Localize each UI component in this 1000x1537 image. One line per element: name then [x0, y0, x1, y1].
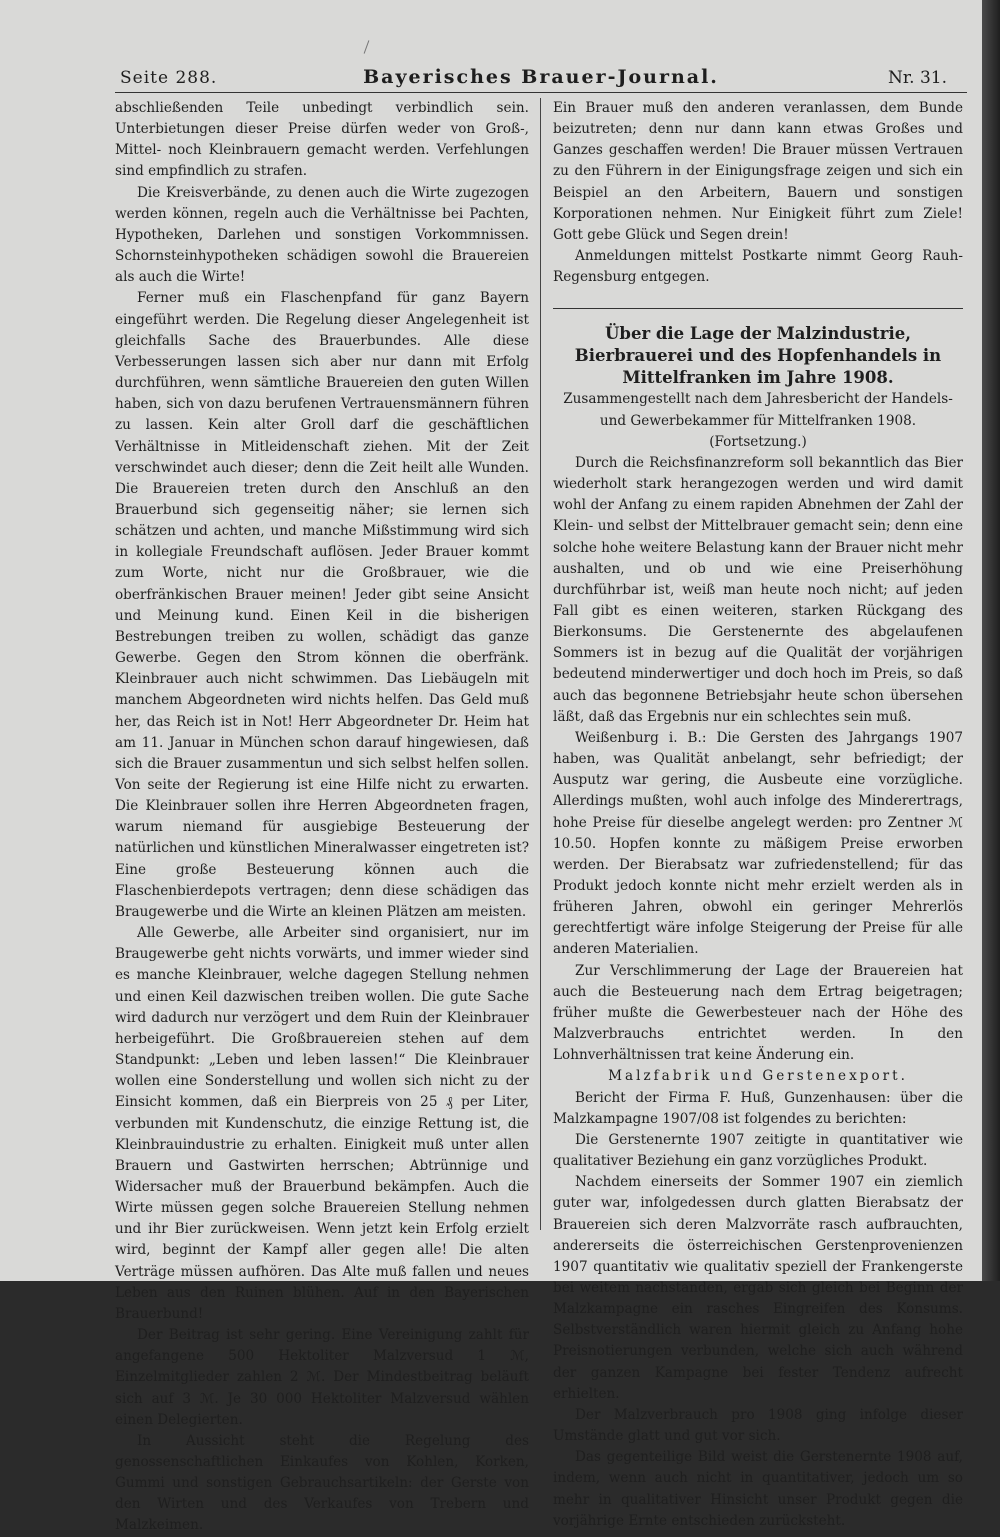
article-title: Über die Lage der Malzindustrie, Bierbrauerei und des Hopfenhandels in Mittelfranken im Jahre 1908. [574, 324, 942, 388]
column-divider [540, 98, 541, 1230]
paragraph: Ferner muß ein Flaschenpfand für ganz Bayern eingeführt werden. Die Regelung dieser Angelegenheit ist gleichfalls Sache des Brauerbundes. Alle diese Verbesserungen lassen sich aber nur dann mit Erfolg durchführen, wenn sämtliche Brauereien den guten Willen haben, sich von dazu berufenen Vertrauensmännern führen zu lassen. Kein alter Groll darf die geschäftlichen Verhältnisse in Mitleidenschaft ziehen. Mit der Zeit verschwindet auch dieser; denn die Zeit heilt alle Wunden. Die Brauereien treten durch den Anschluß an den Brauerbund sich gegenseitig näher; sie lernen sich schätzen und achten, und manche Mißstimmung wird sich in kollegiale Freundschaft auflösen. Jeder Brauer kommt zum Worte, nicht nur die Großbrauer, wie die oberfränkischen Brauer meinen! Jeder gibt seine Ansicht und Meinung kund. Einen Keil in die bisherigen Bestrebungen treiben zu wollen, schädigt das ganze Gewerbe. Gegen den Strom können die oberfränk. Kleinbrauer auch nicht schwimmen. Das Liebäugeln mit manchem Abgeordneten wird nichts helfen. Das Geld muß her, das Reich ist in Not! Herr Abgeordneter Dr. Heim hat am 11. Januar in München schon darauf hingewiesen, daß sich die Brauer zusammentun und sich selbst helfen sollen. Von seite der Regierung ist eine Hilfe nicht zu erwarten. Die Kleinbrauer sollen ihre Herren Abgeordneten fragen, warum niemand für ausgiebige Besteuerung der natürlichen und künstlichen Mineralwasser eingetreten ist? Eine große Besteuerung können auch die Flaschenbierdepots vertragen; denn diese schädigen das Braugewerbe und die Wirte an kleinen Plätzen am meisten. [115, 290, 529, 920]
paragraph: Die Kreisverbände, zu denen auch die Wirte zugezogen werden können, regeln auch die Verhältnisse bei Pachten, Hypotheken, Darlehen und sonstigen Vorkommnissen. Schornsteinhypotheken schädigen sowohl die Brauereien als auch die Wirte! [115, 184, 529, 286]
left-column [115, 98, 529, 1534]
paragraph: Alle Gewerbe, alle Arbeiter sind organisiert, nur im Braugewerbe geht nichts vorwärts, und immer wieder sind es manche Kleinbrauer, welche dagegen Stellung nehmen und einen Keil dazwischen treiben wollen. Die gute Sache wird dadurch nur verzögert und dem Ruin der Kleinbrauer herbeigeführt. Die Großbrauereien stehen auf dem Standpunkt: „Leben und leben lassen!“ Die Kleinbrauer wollen eine Sonderstellung und wollen sich nicht zu der Einsicht kommen, daß ein Bierpreis von 25 ₰ per Liter, verbunden mit Kundenschutz, die einzige Rettung ist, die Kleinbrauindustrie zu erhalten. Einigkeit muß unter allen Brauern und Gastwirten herrschen; Abtrünnige und Widersacher muß der Brauerbund bekämpfen. Auch die Wirte müssen gegen solche Brauereien Stellung nehmen und ihr Bier zurückweisen. Wenn jetzt kein Erfolg erzielt wird, beginnt der Kampf aller gegen alle! Die alten Verträge müssen aufhören. Das Alte muß fallen und neues Leben aus den Ruinen blühen. Auf in den Bayerischen Brauerbund! [115, 925, 529, 1322]
right-column [553, 98, 963, 1529]
page-number: Seite 288. [120, 68, 218, 88]
paragraph: Bericht der Firma F. Huß, Gunzenhausen: über die Malzkampagne 1907/08 ist folgendes zu berichten: [553, 1089, 963, 1127]
paragraph: Weißenburg i. B.: Die Gersten des Jahrgangs 1907 haben, was Qualität anbelangt, sehr befriedigt; der Ausputz war gering, die Ausbeute eine vorzügliche. Allerdings mußten, wohl auch infolge des Minderertrags, hohe Preise für dieselbe angelegt werden: pro Zentner ℳ 10.50. Hopfen konnte zu mäßigem Preise erworben werden. Der Bierabsatz war zufriedenstellend; für das Produkt jedoch konnte nicht mehr erzielt werden als in früheren Jahren, obwohl ein geringer Mehrerlös gerechtfertigt wäre infolge Steigerung der Preise für alle anderen Materialien. [553, 729, 963, 958]
journal-title: Bayerisches Brauer-Journal. [363, 66, 719, 88]
article-subtitle: Zusammengestellt nach dem Jahresbericht der Handels- und Gewerbekammer für Mittelfranken 1908. [563, 391, 953, 429]
pencil-mark [364, 40, 370, 53]
page-header [115, 66, 967, 93]
paragraph: In Aussicht steht die Regelung des genossenschaftlichen Einkaufes von Kohlen, Korken, Gummi und sonstigen Gebrauchsartikeln: der Gerste von den Wirten und des Verkaufes von Trebern und Malzkeimen. [115, 1432, 529, 1534]
paragraph: Durch die Reichsfinanzreform soll bekanntlich das Bier wiederholt stark herangezogen werden und wird damit wohl der Anfang zu einem rapiden Abnehmen der Zahl der Klein- und selbst der Mittelbrauer gemacht sein; denn eine solche hohe weitere Belastung kann der Brauer nicht mehr aushalten, und ob und wie eine Preiserhöhung durchführbar ist, weiß man heute noch nicht; auf jeden Fall gibt es einen weiteren, starken Rückgang des Bierkonsums. Die Gerstenernte des abgelaufenen Sommers ist in bezug auf die Qualität der vorjährigen bedeutend minderwertiger und doch hoch im Preis, so daß auch das begonnene Betriebsjahr heute schon übersehen läßt, daß das Ergebnis nur ein schlechtes sein muß. [553, 454, 963, 725]
issue-number: Nr. 31. [888, 68, 947, 88]
paragraph: Der Beitrag ist sehr gering. Eine Vereinigung zahlt für angefangene 500 Hektoliter Malzversud 1 ℳ, Einzelmitglieder zahlen 2 ℳ. Der Mindestbeitrag beläuft sich auf 3 ℳ. Je 30 000 Hektoliter Malzversud wählen einen Delegierten. [115, 1327, 529, 1428]
scan-edge [982, 0, 1000, 1281]
paragraph: Zur Verschlimmerung der Lage der Brauereien hat auch die Besteuerung nach dem Ertrag beigetragen; früher mußte die Gewerbesteuer nach der Höhe des Malzverbrauchs entrichtet werden. In den Lohnverhältnissen trat keine Änderung ein. [553, 962, 963, 1064]
paragraph: abschließenden Teile unbedingt verbindlich sein. Unterbietungen dieser Preise dürfen weder von Groß-, Mittel- noch Kleinbrauern gemacht werden. Verfehlungen sind empfindlich zu strafen. [115, 100, 529, 180]
paragraph: Der Malzverbrauch pro 1908 ging infolge dieser Umstände glatt und gut vor sich. [553, 1406, 963, 1445]
paragraph: Anmeldungen mittelst Postkarte nimmt Georg Rauh-Regensburg entgegen. [553, 248, 963, 286]
paragraph: Nachdem einerseits der Sommer 1907 ein ziemlich guter war, infolgedessen durch glatten Bierabsatz der Brauereien sich deren Malzvorräte rasch aufbrauchten, andererseits die österreichischen Gerstenprovenienzen 1907 quantitativ wie qualitativ speziell der Frankengerste bei weitem nachstanden, ergab sich gleich bei Beginn der Malzkampagne ein rasches Eingreifen des Konsums. Selbstverständlich waren hiermit gleich zu Anfang hohe Preisnotierungen verbunden, welche sich auch während der ganzen Kampagne bei fester Tendenz aufrecht erhielten. [553, 1174, 963, 1402]
section-heading: Malzfabrik und Gerstenexport. [608, 1068, 908, 1085]
paragraph: Das gegenteilige Bild weist die Gerstenernte 1908 auf, indem, wenn auch nicht in quantitativer, jedoch um so mehr in qualitativer Hinsicht unser Produkt gegen die vorjährige Ernte entschieden zurücksteht. [553, 1449, 963, 1529]
paragraph: Ein Brauer muß den anderen veranlassen, dem Bunde beizutreten; denn nur dann kann etwas Großes und Ganzes geschaffen werden! Die Brauer müssen Vertrauen zu den Führern in der Einigungsfrage zeigen und sich ein Beispiel an den Arbeitern, Bauern und sonstigen Korporationen nehmen. Nur Einigkeit führt zum Ziele! Gott gebe Glück und Segen drein! [553, 100, 963, 243]
section-separator [553, 308, 963, 309]
continuation-note: (Fortsetzung.) [709, 433, 807, 450]
paragraph: Die Gerstenernte 1907 zeitigte in quantitativer wie qualitativer Beziehung ein ganz vorzügliches Produkt. [553, 1131, 963, 1170]
